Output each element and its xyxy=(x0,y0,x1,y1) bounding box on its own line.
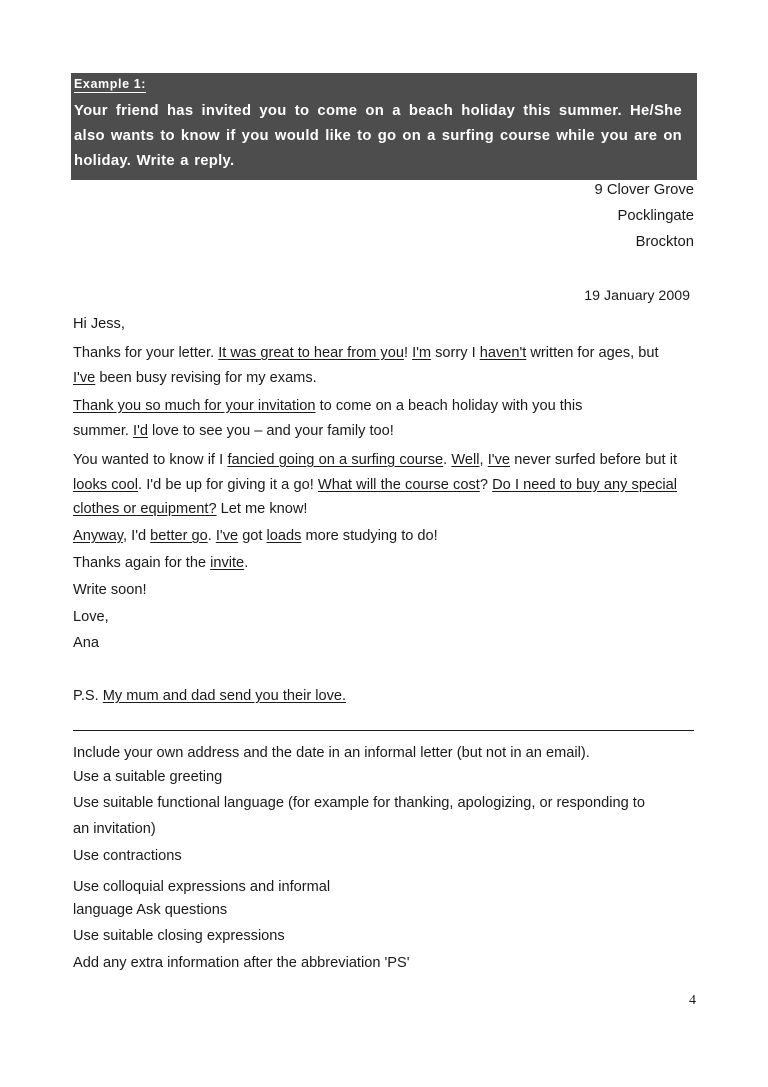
phrase: What will the course cost xyxy=(317,476,480,493)
address-line-1: 9 Clover Grove xyxy=(594,182,694,198)
closing: Love, xyxy=(73,609,109,625)
write-soon: Write soon! xyxy=(73,582,147,598)
tip-item: Use a suitable greeting xyxy=(73,769,223,785)
tip-item: Use suitable closing expressions xyxy=(73,928,285,944)
task-text: Your friend has invited you to come on a beach holiday this summer. He/She also wants to know if you would like to go on a surfing course while you are on holiday. Write a reply. xyxy=(74,103,682,169)
tip-item: Include your own address and the date in an informal letter (but not in an email). xyxy=(73,745,590,761)
address-line-3: Brockton xyxy=(635,234,694,250)
tip-item: Use suitable functional language (for example for thanking, apologizing, or responding to xyxy=(73,795,645,811)
phrase: I'd xyxy=(133,422,148,439)
tip-item: an invitation) xyxy=(73,821,156,837)
paragraph-2: Thank you so much for your invitation to come on a beach holiday with you this summer. I'd love to see you – and your family too! xyxy=(73,398,583,439)
phrase: I've xyxy=(215,528,239,544)
phrase: My mum and dad send you their love. xyxy=(102,688,347,704)
task-label: Example 1: xyxy=(74,77,147,91)
task-box xyxy=(71,73,697,180)
page-number: 4 xyxy=(689,993,696,1008)
tip-item: language Ask questions xyxy=(73,902,228,918)
postscript: P.S. My mum and dad send you their love. xyxy=(73,688,347,704)
letter-date: 19 January 2009 xyxy=(584,288,690,304)
paragraph-5: Thanks again for the invite. xyxy=(73,555,249,571)
phrase: Anyway xyxy=(73,528,124,544)
divider xyxy=(73,730,694,731)
paragraph-4: Anyway, I'd better go. I've got loads more studying to do! xyxy=(73,528,438,544)
phrase: looks cool xyxy=(73,476,139,493)
address-line-2: Pocklingate xyxy=(617,208,694,224)
phrase: Well xyxy=(451,452,480,468)
paragraph-1: Thanks for your letter. It was great to hear from you! I'm sorry I haven't written for ages, but I've been busy revising for my exams. xyxy=(73,345,659,386)
phrase: Do I need to buy any special clothes or equipment? xyxy=(73,476,677,517)
phrase: It was great to hear from you xyxy=(218,345,404,361)
paragraph-3: You wanted to know if I fancied going on a surfing course. Well, I've never surfed before but it looks cool. I'd be up for giving it a go! What will the course cost? Do I need to buy any special clothes or equipment? Let me know! xyxy=(73,452,678,517)
greeting: Hi Jess, xyxy=(73,316,125,332)
phrase: loads xyxy=(266,528,302,544)
phrase: fancied going on a surfing course xyxy=(227,452,444,468)
phrase: I'm xyxy=(412,345,432,361)
tip-item: Use contractions xyxy=(73,848,182,864)
phrase: invite xyxy=(210,555,245,571)
phrase: haven't xyxy=(479,345,527,361)
signature: Ana xyxy=(73,635,99,651)
phrase: I've xyxy=(73,369,96,386)
phrase: better go xyxy=(150,528,208,544)
tip-item: Add any extra information after the abbreviation 'PS' xyxy=(73,955,410,971)
tip-item: Use colloquial expressions and informal xyxy=(73,879,331,895)
phrase: Thank you so much for your invitation xyxy=(73,398,316,414)
phrase: I've xyxy=(487,452,511,468)
